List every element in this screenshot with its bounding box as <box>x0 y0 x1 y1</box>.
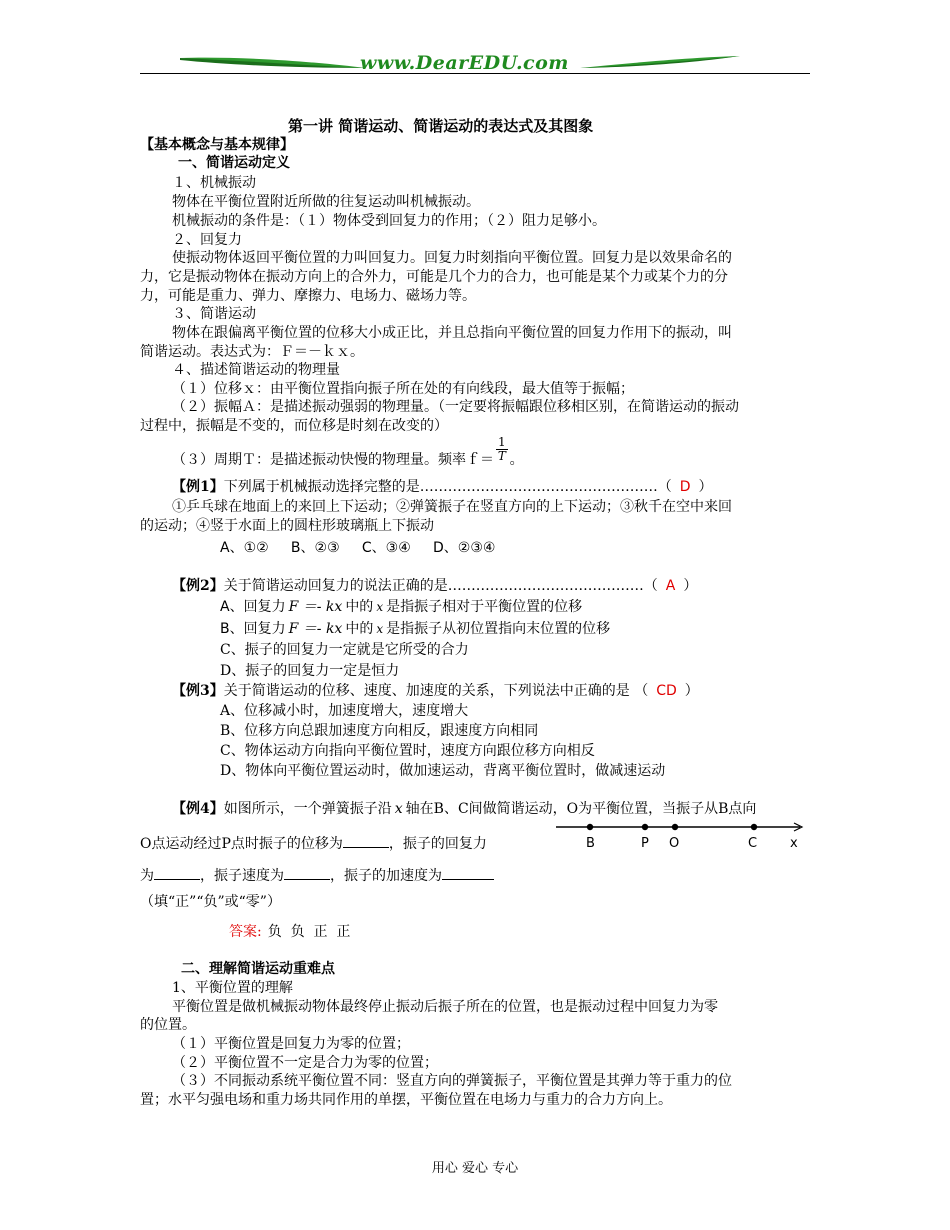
ex2-b-formula: F ＝- kx <box>288 621 343 637</box>
ex4-l1-x: x <box>394 801 403 817</box>
section-basic-heading: 【基本概念与基本规律】 <box>140 137 294 153</box>
fraction-denominator: T <box>497 449 506 463</box>
ex1-label: 【例1】 <box>172 479 224 495</box>
ex4-line3 <box>140 865 494 885</box>
s2-l2: 的位置。 <box>140 1017 196 1033</box>
ex4-blank-4 <box>442 865 494 880</box>
ex2-label: 【例2】 <box>172 578 224 594</box>
s1-p4-l4 <box>172 435 524 468</box>
ex4-blank-1 <box>343 833 389 848</box>
ex3-option-a: A、位移减小时，加速度增大，速度增大 <box>220 703 469 719</box>
ex4-line2 <box>140 833 487 853</box>
ex1-l3: 的运动；④竖于水面上的圆柱形玻璃瓶上下振动 <box>140 518 434 534</box>
ex4-blank-2 <box>154 865 200 880</box>
label-b: B <box>586 836 595 851</box>
ex4-l2-b: ，振子的回复力 <box>388 836 487 852</box>
s1-p4-l4-post: 。 <box>509 451 524 468</box>
ex4-l1-post: 轴在B、C间做简谐运动，O为平衡位置，当振子从B点向 <box>405 801 757 817</box>
ex1-l2: ①乒乓球在地面上的来回上下运动；②弹簧振子在竖直方向的上下运动；③秋千在空中来回 <box>172 499 732 515</box>
label-o: O <box>669 836 680 851</box>
ex2-b-mid: 中的 <box>345 621 374 637</box>
s1-p3-l1: 物体在跟偏离平衡位置的位移大小成正比，并且总指向平衡位置的回复力作用下的振动，叫 <box>172 325 732 341</box>
ex3-label: 【例3】 <box>172 683 224 699</box>
point-c <box>751 824 757 830</box>
ex4-l3-b: ，振子速度为 <box>200 868 284 884</box>
fraction-numerator: 1 <box>498 435 506 449</box>
s2-l3: （１）平衡位置是回复力为零的位置； <box>172 1036 410 1052</box>
ex3-close: ） <box>684 683 699 699</box>
s1-p2-l1: 使振动物体返回平衡位置的力叫回复力。回复力时刻指向平衡位置。回复力是以效果命名的 <box>172 250 732 266</box>
ex1-close: ） <box>698 479 713 495</box>
ex4-line4: （填“正”“负”或“零”） <box>140 894 281 910</box>
ex2-option-d: D、振子的回复力一定是恒力 <box>220 663 400 679</box>
ex2-answer: A <box>665 578 676 594</box>
point-p <box>642 824 648 830</box>
ex4-l3-c: ，振子的加速度为 <box>330 868 442 884</box>
ex2-a-post: 是指振子相对于平衡位置的位移 <box>386 599 583 615</box>
s1-p4-l3: 过程中，振幅是不变的，而位移是时刻在改变的） <box>140 418 448 434</box>
s2-l5: （３）不同振动系统平衡位置不同：竖直方向的弹簧振子，平衡位置是其弹力等于重力的位 <box>172 1073 732 1089</box>
ex4-line1 <box>172 800 756 818</box>
s2-l4: （２）平衡位置不一定是合力为零的位置； <box>172 1055 438 1071</box>
swoosh-left <box>180 58 365 68</box>
ex2-b-post: 是指振子从初位置指向末位置的位移 <box>386 621 611 637</box>
ex2-a-mid: 中的 <box>345 599 374 615</box>
s1-p4-l1: （１）位移ｘ：由平衡位置指向振子所在处的有向线段，最大值等于振幅； <box>172 381 634 397</box>
s1-p2-l3: 力，可能是重力、弹力、摩擦力、电场力、磁场力等。 <box>140 288 476 304</box>
ex4-l3-a: 为 <box>140 868 154 884</box>
ex1-question <box>172 478 713 496</box>
s1-p4-l4-pre: （３）周期Ｔ：是描述振动快慢的物理量。频率ｆ＝ <box>172 451 494 468</box>
ex2-option-a <box>220 598 582 616</box>
ex4-answer-label: 答案: <box>229 924 262 940</box>
s1-p1-title: １、机械振动 <box>172 175 256 191</box>
point-o <box>672 824 678 830</box>
ex2-a-formula: F ＝- kx <box>288 599 343 615</box>
ex2-option-c: C、振子的回复力一定就是它所受的合力 <box>220 642 469 658</box>
frequency-fraction <box>496 436 508 463</box>
axis-diagram <box>552 818 812 852</box>
s1-p2-l2: 力，它是振动物体在振动方向上的合外力，可能是几个力的合力，也可能是某个力或某个力的分 <box>140 269 728 285</box>
ex1-options: A、①② B、②③ C、③④ D、②③④ <box>220 540 496 556</box>
ex1-q-text: 下列属于机械振动选择完整的是……………………………………………（ <box>223 479 672 495</box>
point-b <box>587 824 593 830</box>
s2-l1: 平衡位置是做机械振动物体最终停止振动后振子所在的位置，也是振动过程中回复力为零 <box>172 999 718 1015</box>
label-c: C <box>748 836 758 851</box>
ex2-a-pre: A、回复力 <box>220 599 286 615</box>
ex3-option-c: C、物体运动方向指向平衡位置时，速度方向跟位移方向相反 <box>220 743 595 759</box>
section1-heading: 一、简谐运动定义 <box>178 155 290 171</box>
s1-p2-title: ２、回复力 <box>172 232 242 248</box>
ex2-b-pre: B、回复力 <box>220 621 286 637</box>
header-rule <box>140 73 810 74</box>
ex4-label: 【例4】 <box>172 801 224 817</box>
s2-l6: 置；水平匀强电场和重力场共同作用的单摆，平衡位置在电场力与重力的合力方向上。 <box>140 1092 672 1108</box>
ex2-option-b <box>220 620 610 638</box>
swoosh-right <box>580 56 740 68</box>
ex2-q-text: 关于简谐运动回复力的说法正确的是……………………………………（ <box>223 578 658 594</box>
ex1-answer: D <box>679 479 691 495</box>
ex3-option-d: D、物体向平衡位置运动时，做加速运动，背离平衡位置时，做减速运动 <box>220 763 666 779</box>
ex4-answer-line <box>229 923 350 941</box>
ex4-l2-a: O点运动经过P点时振子的位移为 <box>140 836 343 852</box>
s1-p1-l1: 物体在平衡位置附近所做的往复运动叫机械振动。 <box>172 194 480 210</box>
ex3-question <box>172 682 699 700</box>
ex2-close: ） <box>683 578 698 594</box>
s1-p3-l2: 简谐运动。表达式为：Ｆ＝－ｋｘ。 <box>140 344 364 360</box>
s1-p4-title: ４、描述简谐运动的物理量 <box>172 362 340 378</box>
ex2-question <box>172 577 697 595</box>
ex3-answer: CD <box>656 683 677 699</box>
s1-p3-title: ３、简谐运动 <box>172 306 256 322</box>
ex2-a-x: x <box>376 600 384 614</box>
section2-heading: 二、理解简谐运动重难点 <box>181 961 335 977</box>
ex3-option-b: B、位移方向总跟加速度方向相反，跟速度方向相同 <box>220 723 539 739</box>
ex4-blank-3 <box>284 865 330 880</box>
s1-p1-l2: 机械振动的条件是：（１）物体受到回复力的作用；（２）阻力足够小。 <box>172 213 606 229</box>
header-logo: www.DearEDU.com <box>360 52 569 74</box>
label-p: P <box>641 836 649 851</box>
s1-p4-l2: （２）振幅Ａ：是描述振动强弱的物理量。（一定要将振幅跟位移相区别，在简谐运动的振动 <box>172 399 739 415</box>
ex4-answer-text: 负 负 正 正 <box>267 924 351 940</box>
page-footer: 用心 爱心 专心 <box>431 1161 519 1176</box>
page-title: 第一讲 简谐运动、简谐运动的表达式及其图象 <box>288 117 594 135</box>
ex2-b-x: x <box>376 622 384 636</box>
label-x: x <box>790 836 798 851</box>
ex4-l1-pre: 如图所示，一个弹簧振子沿 <box>223 801 392 817</box>
ex3-q-text: 关于简谐运动的位移、速度、加速度的关系，下列说法中正确的是 （ <box>223 683 649 699</box>
s2-p1-title: 1、平衡位置的理解 <box>172 980 293 996</box>
